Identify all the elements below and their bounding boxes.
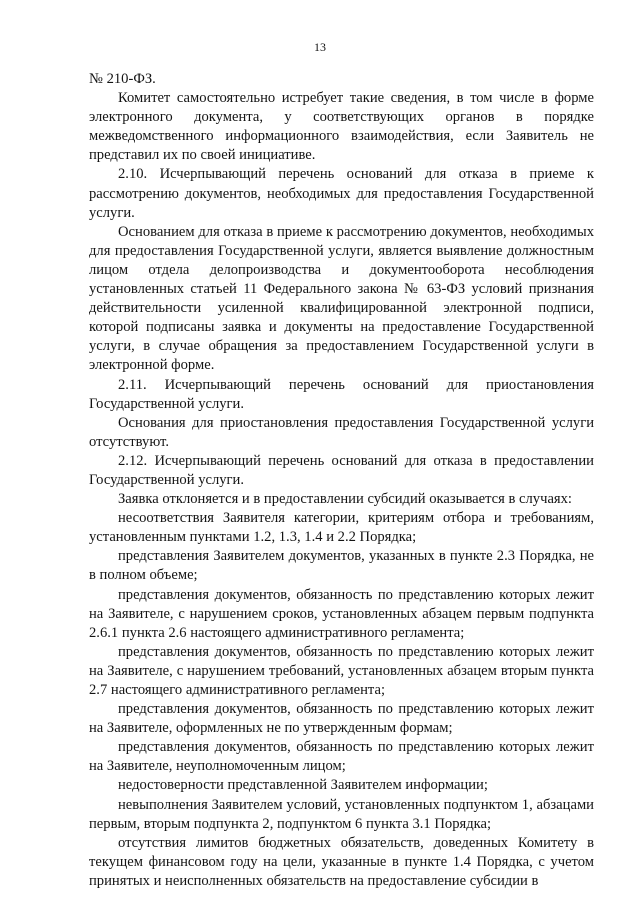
list-item-conditions-unfulfilled: невыполнения Заявителем условий, установленных подпунктом 1, абзацами первым, вторым подпункта 2, подпунктом 6 пункта 3.1 Порядка; — [89, 796, 594, 832]
list-item-nonconformity: несоответствия Заявителя категории, критериям отбора и требованиям, установленным пунктами 1.2, 1.3, 1.4 и 2.2 Порядка; — [89, 510, 594, 546]
paragraph-committee-requests: Комитет самостоятельно истребует такие сведения, в том числе в форме электронного документа, у соответствующих органов в порядке межведомственного информационного взаимодействия, если Заявитель не представил их по своей инициативе. — [89, 90, 594, 164]
list-item-deadline-violation: представления документов, обязанность по представлению которых лежит на Заявителе, с нарушением сроков, установленных абзацем первым подпункта 2.6.1 пункта 2.6 настоящего административного регламента; — [89, 586, 594, 641]
paragraph-law-reference: № 210-ФЗ. — [89, 71, 156, 87]
paragraph-section-2-10-heading: 2.10. Исчерпывающий перечень оснований для отказа в приеме к рассмотрению документов, необходимых для предоставления Государственной услуги. — [89, 166, 594, 221]
list-item-inaccurate-info: недостоверности представленной Заявителем информации; — [118, 777, 488, 794]
list-item-no-budget-limits: отсутствия лимитов бюджетных обязательств, доведенных Комитету в текущем финансовом году на цели, указанные в пункте 1.4 Порядка, с учетом принятых и неисполненных обязательств на предоставление субсидии в — [89, 834, 594, 889]
paragraph-section-2-11-heading: 2.11. Исчерпывающий перечень оснований для приостановления Государственной услуги. — [89, 376, 594, 412]
paragraph-section-2-11-body: Основания для приостановления предоставления Государственной услуги отсутствуют. — [89, 414, 594, 450]
list-item-wrong-forms: представления документов, обязанность по представлению которых лежит на Заявителе, оформленных не по утвержденным формам; — [89, 701, 594, 737]
list-item-incomplete-documents: представления Заявителем документов, указанных в пункте 2.3 Порядка, не в полном объеме; — [89, 548, 594, 584]
page-number: 13 — [314, 40, 326, 54]
paragraph-section-2-10-body: Основанием для отказа в приеме к рассмотрению документов, необходимых для предоставления Государственной услуги, является выявление должностным лицом отдела делопроизводства и документооборота несоблюдения установленных статьей 11 Федерального закона № 63-ФЗ условий признания действительности усиленной квалифицированной электронной подписи, которой подписаны заявка и документы на предоставление Государственной услуги, в случае обращения за предоставлением Государственной услуги в электронной форме. — [89, 223, 594, 374]
document-body — [89, 70, 594, 891]
list-item-requirements-violation: представления документов, обязанность по представлению которых лежит на Заявителе, с нарушением требований, установленных абзацем вторым пункта 2.7 настоящего административного регламента; — [89, 643, 594, 698]
paragraph-section-2-12-heading: 2.12. Исчерпывающий перечень оснований для отказа в предоставлении Государственной услуги. — [89, 452, 594, 488]
list-item-unauthorized-person: представления документов, обязанность по представлению которых лежит на Заявителе, неуполномоченным лицом; — [89, 739, 594, 775]
paragraph-rejection-intro: Заявка отклоняется и в предоставлении субсидий оказывается в случаях: — [118, 491, 572, 508]
